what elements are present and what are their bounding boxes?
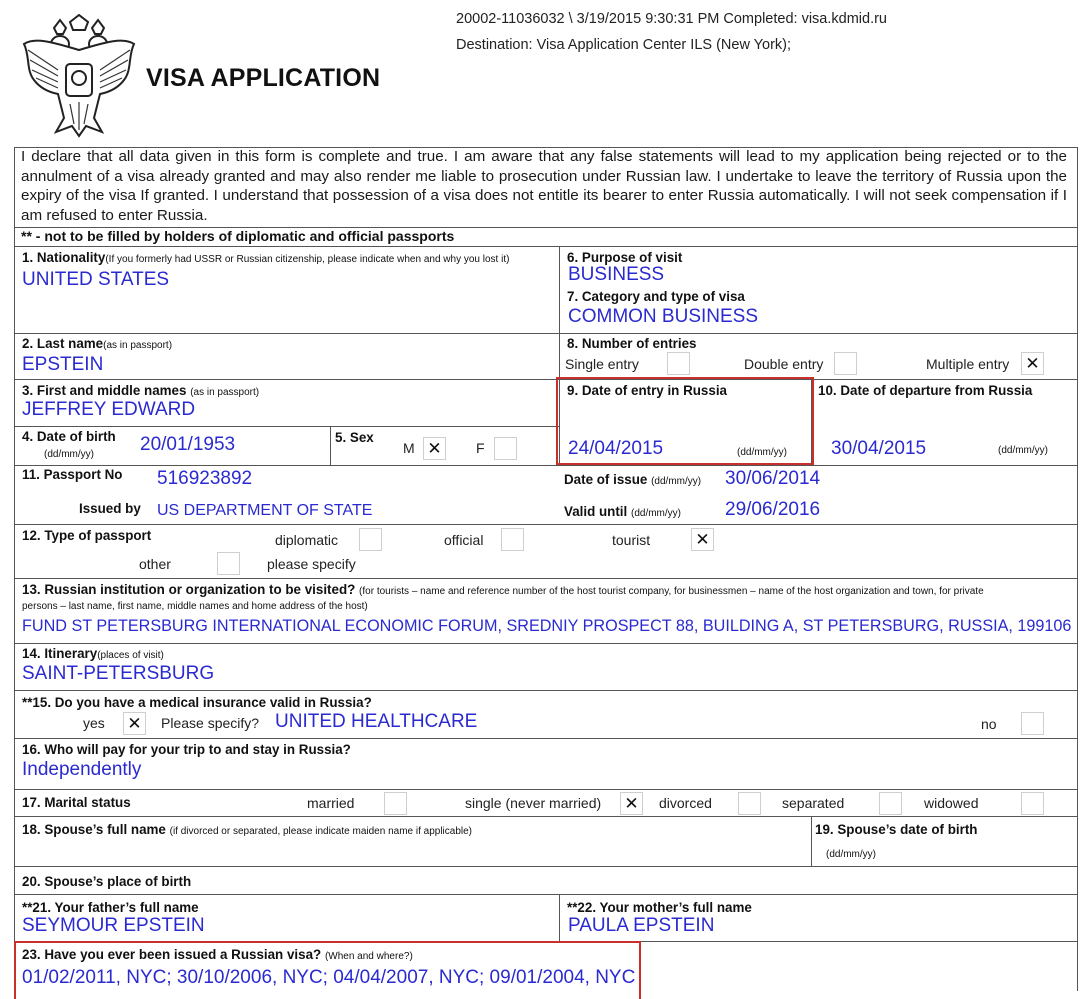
application-reference-line: 20002-11036032 \ 3/19/2015 9:30:31 PM Completed: visa.kdmid.ru [456,11,887,27]
single-entry-label: Single entry [565,356,639,372]
destination-line: Destination: Visa Application Center ILS (New York); [456,37,792,53]
single-checkbox[interactable]: ✕ [620,792,643,815]
date-of-departure-label: 10. Date of departure from Russia [818,383,1033,398]
divider [14,333,1078,334]
insurance-yes-label: yes [83,715,105,731]
marital-status-label: 17. Marital status [22,795,131,810]
organization-value[interactable]: FUND ST PETERSBURG INTERNATIONAL ECONOMIC FORUM, SREDNIY PROSPECT 88, BUILDING A, ST PETERSBURG, RUSSIA, 199106 [22,617,1072,635]
divider [14,816,1078,817]
issued-by-value[interactable]: US DEPARTMENT OF STATE [157,502,373,519]
number-of-entries-label: 8. Number of entries [567,336,697,351]
date-of-birth-label: 4. Date of birth [22,429,116,444]
father-name-label: **21. Your father’s full name [22,900,199,915]
insurance-specify-label: Please specify? [161,715,260,731]
official-label: official [444,532,484,548]
divider [14,866,1078,867]
date-of-entry-highlight [556,377,814,465]
previous-visa-value[interactable]: 01/02/2011, NYC; 30/10/2006, NYC; 04/04/2007, NYC; 09/01/2004, NYC [22,967,636,988]
other-label: other [139,556,171,572]
double-entry-label: Double entry [744,356,824,372]
nationality-value[interactable]: UNITED STATES [22,269,170,290]
trip-payer-label: 16. Who will pay for your trip to and stay in Russia? [22,742,351,757]
previous-visa-label: 23. Have you ever been issued a Russian visa? (When and where?) [22,947,413,962]
divider [559,894,560,941]
last-name-label: 2. Last name(as in passport) [22,336,173,351]
sex-m-label: M [403,440,415,456]
insurance-value[interactable]: UNITED HEALTHCARE [275,711,478,732]
mother-name-label: **22. Your mother’s full name [567,900,752,915]
divider [14,738,1078,739]
passport-no-value[interactable]: 516923892 [157,468,253,489]
divider [14,524,1078,525]
valid-until-label: Valid until (dd/mm/yy) [564,504,681,519]
organization-label: 13. Russian institution or organization to be visited? (for tourists – name and reference number of the host tourist company, for businessmen – name of the host organization and town, for private [22,582,984,597]
multiple-entry-checkbox[interactable]: ✕ [1021,352,1044,375]
divider [14,465,1078,466]
divider [14,246,1078,247]
tourist-checkbox[interactable]: ✕ [691,528,714,551]
last-name-value[interactable]: EPSTEIN [22,354,104,375]
separated-checkbox[interactable] [879,792,902,815]
insurance-yes-checkbox[interactable]: ✕ [123,712,146,735]
trip-payer-value[interactable]: Independently [22,759,142,780]
page-title: VISA APPLICATION [146,64,381,92]
widowed-label: widowed [924,795,979,811]
issued-by-label: Issued by [79,501,141,516]
declaration-text: I declare that all data given in this form is complete and true. I am aware that any false statements will lead to my application being rejected or to the annulment of a visa already granted and may also render me liable to prosecution under Russian law. I undertake to leave the territory of Russia upon the expiry of the visa If granted. I understand that possession of a visa does not entitle its bearer to enter Russia automatically. I will not seek compensation if I am refused to enter Russia. [21,148,1067,224]
spouse-place-of-birth-label: 20. Spouse’s place of birth [22,874,192,889]
nationality-label: 1. Nationality(If you formerly had USSR or Russian citizenship, please indicate when and why you lost it) [22,250,510,265]
official-checkbox[interactable] [501,528,524,551]
passport-no-label: 11. Passport No [22,467,123,482]
visa-category-label: 7. Category and type of visa [567,289,745,304]
diplomatic-note: ** - not to be filled by holders of diplomatic and official passports [21,228,455,244]
date-of-entry-format: (dd/mm/yy) [737,447,787,458]
insurance-no-label: no [981,716,997,732]
date-of-birth-format: (dd/mm/yy) [44,449,94,460]
sex-m-checkbox[interactable]: ✕ [423,437,446,460]
russian-coat-of-arms-emblem [18,14,140,138]
married-checkbox[interactable] [384,792,407,815]
purpose-of-visit-value[interactable]: BUSINESS [568,264,665,285]
previous-visa-highlight [14,941,641,999]
divider [330,426,331,466]
purpose-of-visit-label: 6. Purpose of visit [567,250,683,265]
first-middle-names-label: 3. First and middle names (as in passport) [22,383,260,398]
divorced-checkbox[interactable] [738,792,761,815]
separated-label: separated [782,795,845,811]
medical-insurance-label: **15. Do you have a medical insurance valid in Russia? [22,695,372,710]
date-of-departure-value[interactable]: 30/04/2015 [831,438,927,459]
divider [14,690,1078,691]
date-of-departure-format: (dd/mm/yy) [998,445,1048,456]
sex-f-label: F [476,440,485,456]
visa-category-value[interactable]: COMMON BUSINESS [568,306,759,327]
diplomatic-checkbox[interactable] [359,528,382,551]
date-of-entry-label: 9. Date of entry in Russia [567,383,727,398]
spouse-dob-format: (dd/mm/yy) [826,849,876,860]
divider [14,147,15,991]
first-middle-names-value[interactable]: JEFFREY EDWARD [22,399,196,420]
single-label: single (never married) [465,795,602,811]
itinerary-value[interactable]: SAINT-PETERSBURG [22,663,215,684]
double-entry-checkbox[interactable] [834,352,857,375]
other-checkbox[interactable] [217,552,240,575]
divider [1077,147,1078,991]
divider [14,789,1078,790]
sex-f-checkbox[interactable] [494,437,517,460]
valid-until-value[interactable]: 29/06/2016 [725,499,821,520]
diplomatic-label: diplomatic [275,532,339,548]
please-specify-label: please specify [267,556,356,572]
spouse-dob-label: 19. Spouse’s date of birth [815,822,978,837]
married-label: married [307,795,355,811]
itinerary-label: 14. Itinerary(places of visit) [22,646,164,661]
date-of-entry-value[interactable]: 24/04/2015 [568,438,664,459]
single-entry-checkbox[interactable] [667,352,690,375]
divider [14,643,1078,644]
date-of-issue-value[interactable]: 30/06/2014 [725,468,821,489]
sex-label: 5. Sex [335,430,374,445]
passport-type-label: 12. Type of passport [22,528,152,543]
date-of-birth-value[interactable]: 20/01/1953 [140,434,236,455]
organization-hint: persons – last name, first name, middle names and home address of the host) [22,601,368,612]
divider [811,816,812,866]
divider [14,379,1078,380]
divider [14,578,1078,579]
spouse-name-label: 18. Spouse’s full name (if divorced or separated, please indicate maiden name if applicable) [22,822,473,837]
date-of-issue-label: Date of issue (dd/mm/yy) [564,472,702,487]
divider [14,894,1078,895]
mother-name-value[interactable]: PAULA EPSTEIN [568,915,715,936]
divider [14,426,559,427]
widowed-checkbox[interactable] [1021,792,1044,815]
tourist-label: tourist [612,532,651,548]
father-name-value[interactable]: SEYMOUR EPSTEIN [22,915,205,936]
divorced-label: divorced [659,795,712,811]
multiple-entry-label: Multiple entry [926,356,1010,372]
insurance-no-checkbox[interactable] [1021,712,1044,735]
